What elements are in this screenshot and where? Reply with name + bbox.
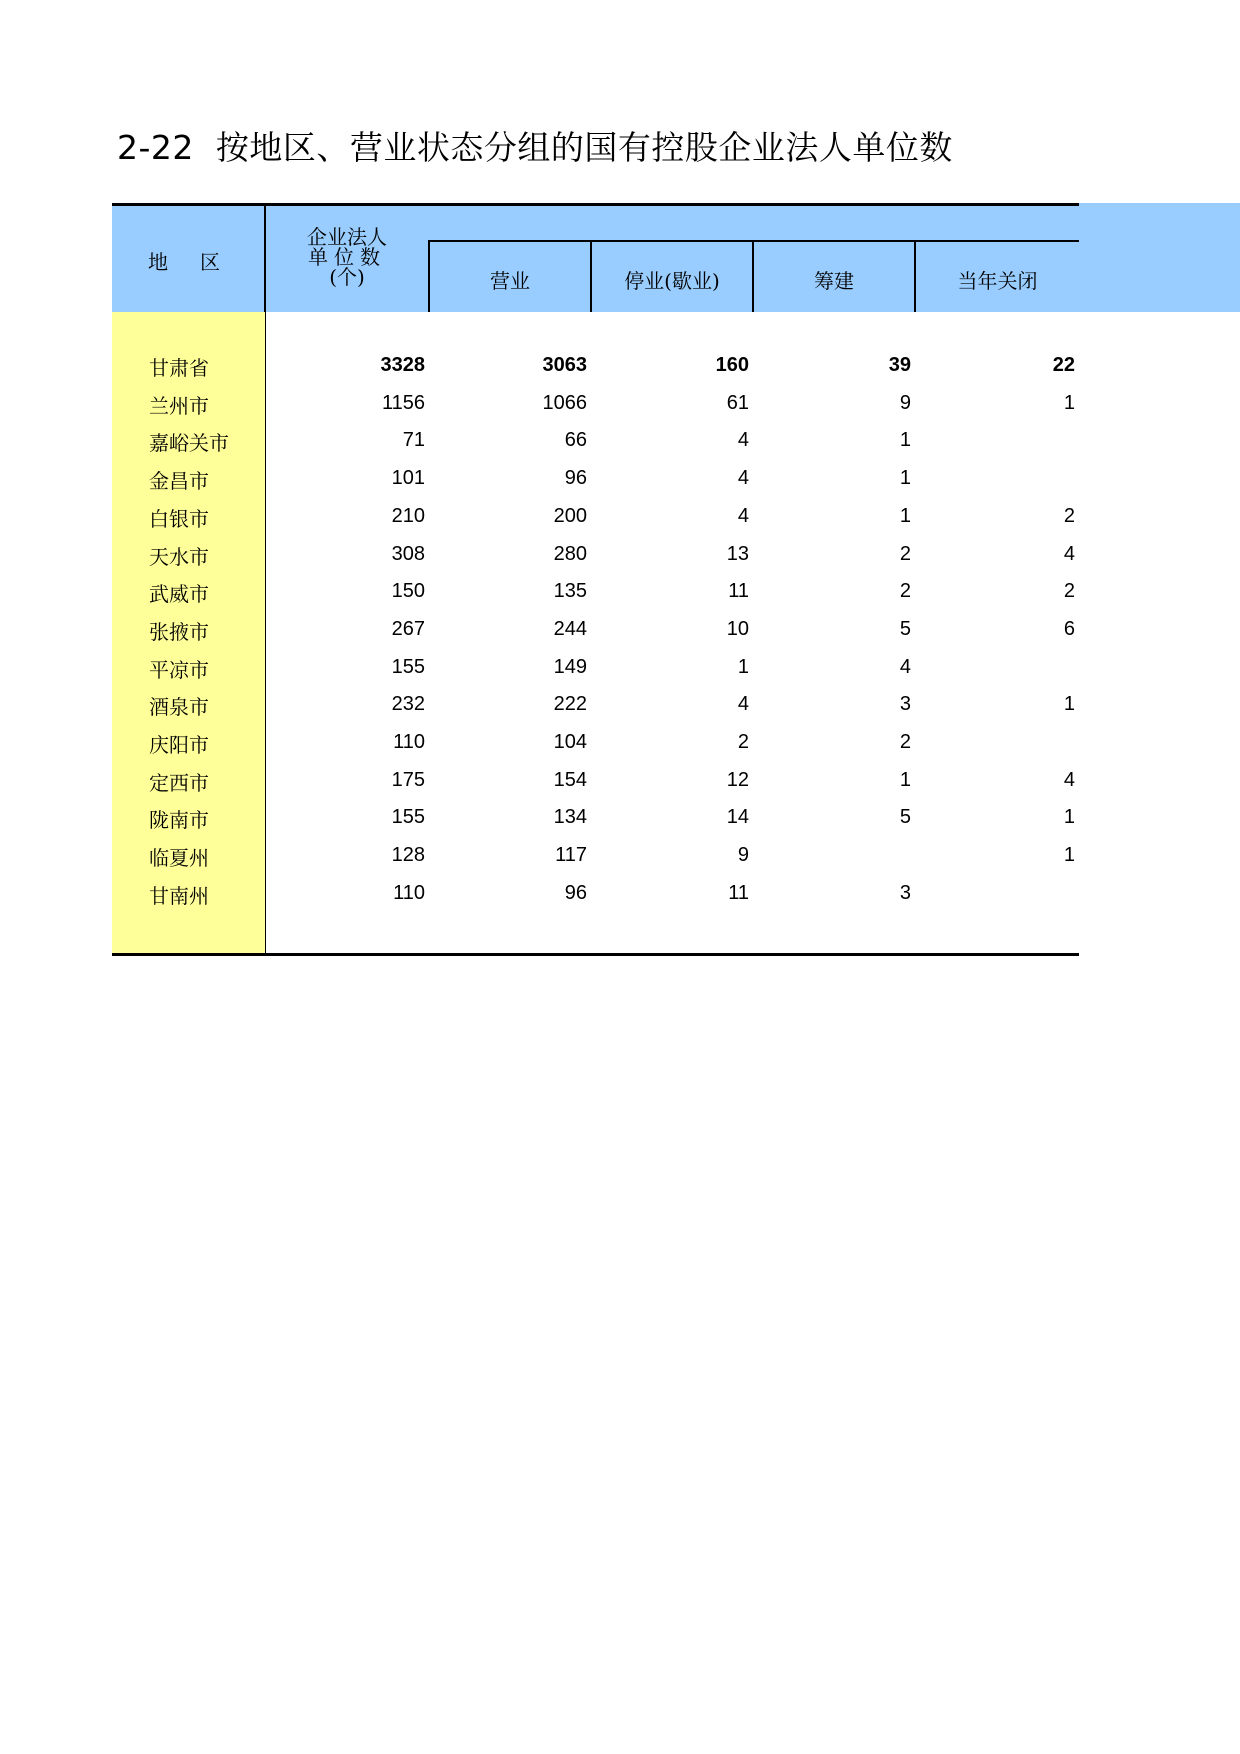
table-row bbox=[112, 459, 1079, 497]
cell-suspended: 4 bbox=[737, 504, 749, 527]
cell-operating: 200 bbox=[553, 504, 587, 527]
table-row bbox=[112, 723, 1079, 761]
region-name: 嘉峪关市 bbox=[149, 431, 229, 456]
header-count-line1: 企业法人 bbox=[307, 225, 387, 249]
cell-closed: 2 bbox=[1063, 504, 1075, 527]
cell-operating: 222 bbox=[553, 693, 587, 716]
cell-operating: 96 bbox=[564, 881, 587, 904]
cell-closed: 1 bbox=[1063, 806, 1075, 829]
cell-total: 110 bbox=[393, 731, 425, 753]
cell-operating: 154 bbox=[553, 768, 587, 791]
cell-preparing: 9 bbox=[899, 391, 911, 414]
cell-suspended: 11 bbox=[728, 580, 749, 603]
cell-suspended: 9 bbox=[737, 844, 749, 867]
cell-preparing: 2 bbox=[899, 731, 911, 753]
region-name: 酒泉市 bbox=[149, 695, 209, 720]
table-row bbox=[112, 610, 1079, 648]
table-row bbox=[112, 535, 1079, 573]
cell-total: 232 bbox=[391, 693, 425, 716]
region-name: 武威市 bbox=[149, 582, 209, 607]
cell-operating: 66 bbox=[564, 429, 587, 452]
cell-closed: 1 bbox=[1063, 693, 1075, 716]
header-preparing: 筹建 bbox=[814, 269, 854, 293]
table-row bbox=[112, 874, 1079, 912]
cell-suspended: 1 bbox=[737, 655, 749, 678]
cell-preparing: 2 bbox=[899, 580, 911, 603]
table-row bbox=[112, 384, 1079, 422]
table-row bbox=[112, 497, 1079, 535]
cell-total: 110 bbox=[393, 881, 425, 904]
cell-closed: 2 bbox=[1063, 580, 1075, 603]
cell-closed: 4 bbox=[1063, 768, 1075, 791]
cell-suspended: 12 bbox=[726, 768, 749, 791]
region-name: 临夏州 bbox=[149, 846, 209, 871]
cell-operating: 1066 bbox=[542, 391, 587, 414]
table-row bbox=[112, 648, 1079, 686]
cell-preparing: 5 bbox=[899, 806, 911, 829]
cell-suspended: 160 bbox=[715, 354, 749, 376]
cell-closed: 1 bbox=[1063, 391, 1075, 414]
cell-preparing: 2 bbox=[899, 542, 911, 565]
cell-total: 155 bbox=[391, 655, 425, 678]
cell-preparing: 3 bbox=[899, 693, 911, 716]
cell-suspended: 61 bbox=[726, 391, 749, 414]
cell-suspended: 4 bbox=[737, 429, 749, 452]
cell-suspended: 4 bbox=[737, 467, 749, 490]
table-row bbox=[112, 685, 1079, 723]
region-name: 甘南州 bbox=[149, 883, 209, 908]
cell-total: 267 bbox=[391, 617, 425, 640]
cell-closed: 1 bbox=[1063, 844, 1075, 867]
region-name: 平凉市 bbox=[149, 657, 209, 682]
cell-operating: 104 bbox=[553, 731, 587, 753]
region-name: 陇南市 bbox=[149, 808, 209, 833]
cell-preparing: 1 bbox=[899, 429, 911, 452]
region-name: 天水市 bbox=[149, 544, 209, 569]
cell-suspended: 10 bbox=[726, 617, 749, 640]
data-table bbox=[112, 203, 1240, 959]
table-row-total bbox=[112, 346, 1079, 384]
cell-total: 210 bbox=[391, 504, 425, 527]
header-operating: 营业 bbox=[490, 269, 530, 293]
cell-preparing: 3 bbox=[899, 881, 911, 904]
cell-total: 175 bbox=[391, 768, 425, 791]
cell-operating: 117 bbox=[555, 844, 587, 867]
table-row bbox=[112, 421, 1079, 459]
cell-preparing: 39 bbox=[888, 354, 911, 376]
cell-suspended: 13 bbox=[726, 542, 749, 565]
cell-operating: 244 bbox=[553, 617, 587, 640]
table-row bbox=[112, 798, 1079, 836]
cell-suspended: 11 bbox=[728, 881, 749, 904]
region-name: 甘肃省 bbox=[149, 356, 209, 380]
cell-suspended: 2 bbox=[737, 731, 749, 753]
header-count-line3: (个) bbox=[329, 265, 365, 289]
page-title bbox=[117, 122, 953, 169]
cell-operating: 134 bbox=[553, 806, 587, 829]
cell-operating: 3063 bbox=[542, 354, 587, 376]
cell-preparing: 1 bbox=[899, 504, 911, 527]
region-name: 庆阳市 bbox=[149, 733, 209, 757]
region-name: 兰州市 bbox=[149, 393, 209, 418]
cell-preparing: 4 bbox=[899, 655, 911, 678]
table-number: 2-22 bbox=[117, 128, 194, 167]
header-suspended: 停业(歇业) bbox=[624, 269, 720, 293]
cell-total: 101 bbox=[391, 467, 425, 490]
region-name: 定西市 bbox=[149, 770, 209, 795]
header-region: 地区 bbox=[148, 250, 252, 274]
cell-total: 128 bbox=[391, 844, 425, 867]
cell-total: 155 bbox=[391, 806, 425, 829]
cell-closed: 4 bbox=[1063, 542, 1075, 565]
cell-operating: 280 bbox=[553, 542, 587, 565]
header-count-line2: 单位数 bbox=[308, 245, 386, 269]
cell-total: 1156 bbox=[381, 391, 425, 414]
table-row bbox=[112, 761, 1079, 799]
region-name: 金昌市 bbox=[149, 469, 209, 494]
cell-total: 71 bbox=[402, 429, 425, 452]
cell-closed: 22 bbox=[1052, 354, 1075, 376]
table-bottom-rule bbox=[112, 953, 1079, 956]
cell-preparing: 5 bbox=[899, 617, 911, 640]
cell-total: 150 bbox=[391, 580, 425, 603]
cell-operating: 135 bbox=[553, 580, 587, 603]
cell-suspended: 4 bbox=[737, 693, 749, 716]
table-row bbox=[112, 836, 1079, 874]
cell-preparing: 1 bbox=[899, 467, 911, 490]
cell-total: 3328 bbox=[380, 354, 425, 376]
cell-operating: 96 bbox=[564, 467, 587, 490]
cell-closed: 6 bbox=[1063, 617, 1075, 640]
cell-suspended: 14 bbox=[726, 806, 749, 829]
table-row bbox=[112, 572, 1079, 610]
cell-preparing: 1 bbox=[899, 768, 911, 791]
header-top-rule bbox=[112, 203, 1079, 206]
region-name: 张掖市 bbox=[149, 619, 209, 644]
region-name: 白银市 bbox=[149, 506, 209, 531]
cell-operating: 149 bbox=[553, 655, 587, 678]
header-count bbox=[282, 227, 412, 287]
header-closed: 当年关闭 bbox=[957, 269, 1038, 293]
table-title-text: 按地区、营业状态分组的国有控股企业法人单位数 bbox=[215, 128, 953, 167]
cell-total: 308 bbox=[391, 542, 425, 565]
